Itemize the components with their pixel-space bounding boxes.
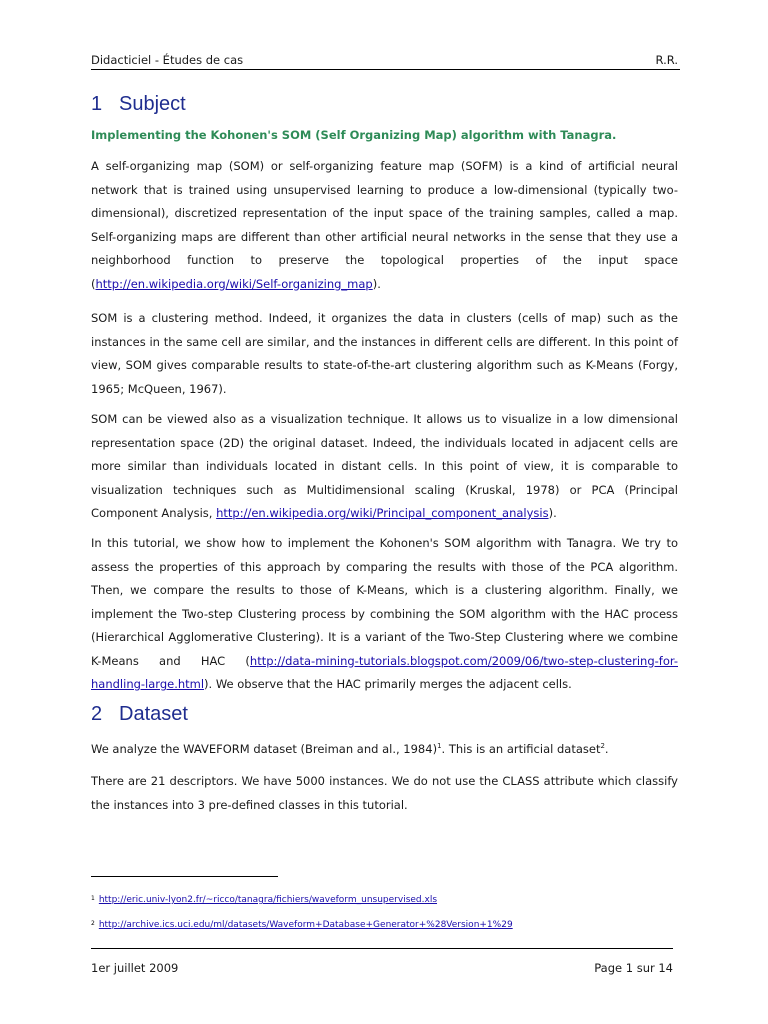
paragraph-text: SOM can be viewed also as a visualization technique. It allows us to visualize in a low dimensional representation space (2D) the original dataset. Indeed, the individuals located in adjacent cells are more similar than individuals located in distant cells. In this point of view, it is comparable to visualization techniques such as Multidimensional scaling (Kruskal, 1978) or PCA (Principal Component Analysis, (91, 412, 678, 520)
footnote-2-link[interactable]: http://archive.ics.uci.edu/ml/datasets/Waveform+Database+Generator+%28Version+1%29 (98, 920, 513, 930)
two-step-clustering-link[interactable]: http://data-mining-tutorials.blogspot.com/2009/06/two-step-clustering-for-handling-large.html (91, 653, 678, 691)
section-1-number: 1 (91, 93, 103, 115)
som-clustering-paragraph: SOM is a clustering method. Indeed, it organizes the data in clusters (cells of map) such as the instances in the same cell are similar, and the instances in different cells are different. In this point of view, SOM gives comparable results to state-of-the-art clustering algorithm such as K-Means (Forgy, 1965; McQueen, 1967). (91, 311, 678, 396)
paragraph-text: In this tutorial, we show how to implement the Kohonen's SOM algorithm with Tanagra. We try to assess the properties of this approach by comparing the results with those of the PCA algorithm. Then, we compare the results to those of K-Means, which is a clustering algorithm. Finally, we implement the Two-step Clustering process by combining the SOM algorithm with the HAC process (Hierarchical Agglomerative Clustering). It is a variant of the Two-Step Clustering where we combine K-Means and HAC ( (91, 536, 678, 668)
footer-date: 1er juillet 2009 (91, 961, 179, 975)
paragraph-text-end: ). (372, 276, 381, 291)
paragraph-text-end: ). We observe that the HAC primarily merges the adjacent cells. (204, 677, 572, 691)
header-title: Didacticiel - Études de cas (91, 53, 244, 67)
wikipedia-som-link[interactable]: http://en.wikipedia.org/wiki/Self-organizing_map (95, 276, 373, 291)
dataset-intro-paragraph (91, 738, 678, 762)
page-footer (91, 948, 673, 975)
footnote-ref-1[interactable]: 1 (437, 742, 442, 751)
paragraph-text-end: . (604, 742, 609, 756)
wikipedia-pca-link[interactable]: http://en.wikipedia.org/wiki/Principal_component_analysis (216, 506, 549, 520)
page-number: Page 1 sur 14 (594, 961, 673, 975)
page-header (91, 53, 680, 70)
footnote-separator (91, 876, 278, 877)
footnote-ref-2[interactable]: 2 (600, 742, 605, 751)
subject-intro: Implementing the Kohonen's SOM (Self Organizing Map) algorithm with Tanagra. (91, 128, 617, 142)
footnote-1 (91, 895, 437, 905)
section-1-title: Subject (119, 93, 186, 115)
paragraph-text: . This is an artificial dataset (441, 742, 601, 756)
section-2-number: 2 (91, 703, 103, 725)
paragraph-text: We analyze the WAVEFORM dataset (Breiman and al., 1984) (91, 742, 438, 756)
footnote-mark: 2 (91, 920, 95, 927)
paragraph-text-end: ). (548, 506, 557, 520)
dataset-description-paragraph: There are 21 descriptors. We have 5000 instances. We do not use the CLASS attribute which classify the instances into 3 pre-defined classes in this tutorial. (91, 774, 678, 812)
tutorial-overview-paragraph (91, 532, 678, 697)
footnote-1-link[interactable]: http://eric.univ-lyon2.fr/~ricco/tanagra/fichiers/waveform_unsupervised.xls (98, 895, 438, 905)
section-2-heading (91, 703, 188, 726)
som-visualization-paragraph (91, 408, 678, 526)
header-author: R.R. (655, 53, 678, 67)
section-1-heading (91, 93, 186, 116)
footnote-2 (91, 920, 513, 930)
footnote-mark: 1 (91, 895, 95, 902)
paragraph-text: A self-organizing map (SOM) or self-organizing feature map (SOFM) is a kind of artificial neural network that is trained using unsupervised learning to produce a low-dimensional (typically two-dimensional), discretized representation of the input space of the training samples, called a map. Self-organizing maps are different than other artificial neural networks in the sense that they use a neighborhood function to preserve the topological properties of the input space ( (91, 159, 678, 291)
som-definition-paragraph (91, 155, 678, 296)
section-2-title: Dataset (119, 703, 188, 725)
